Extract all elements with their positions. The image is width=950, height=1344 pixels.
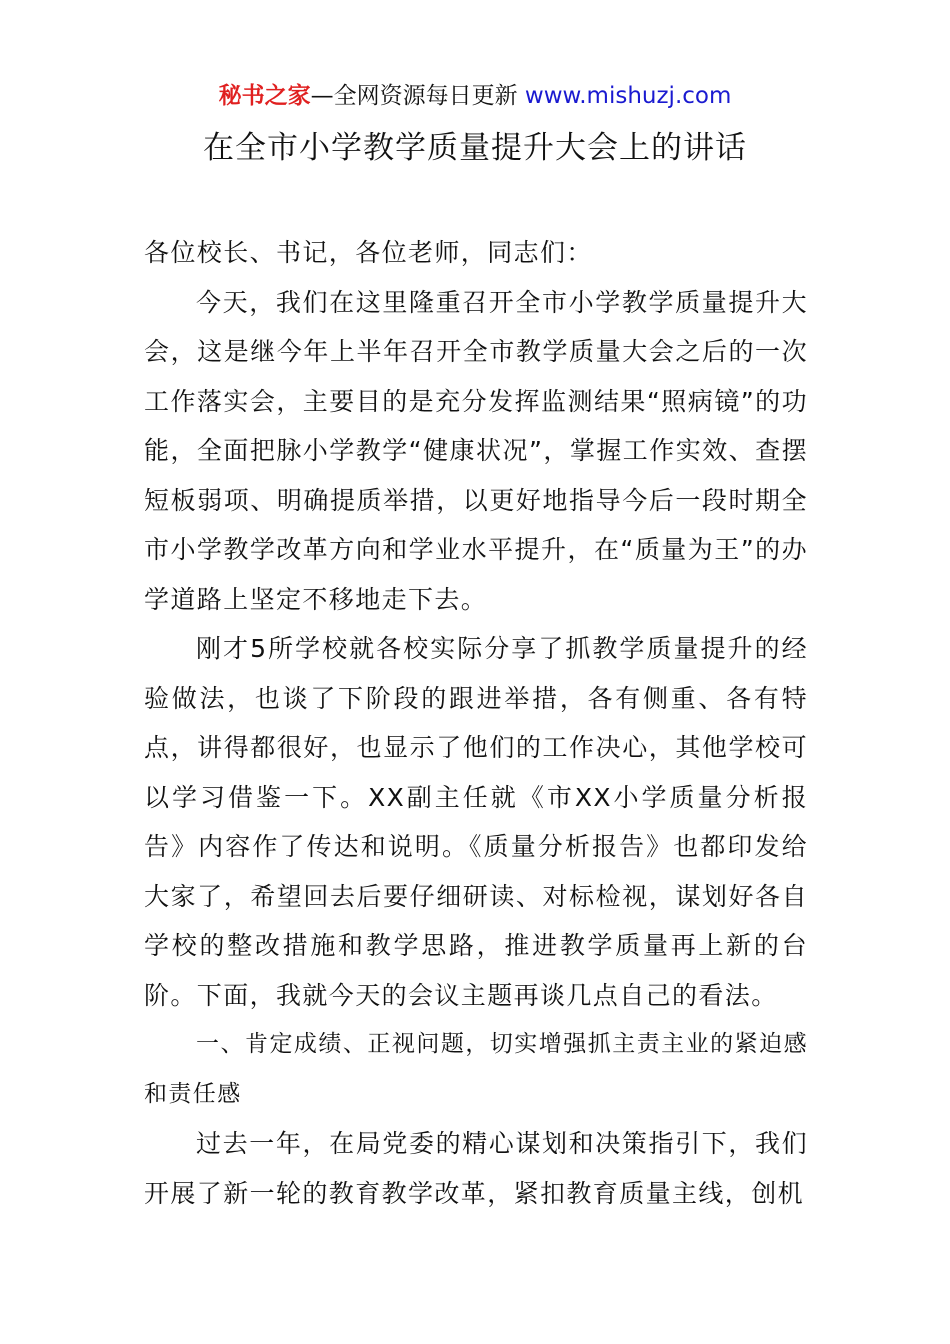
document-body <box>144 228 808 1218</box>
site-header <box>0 80 950 112</box>
body-paragraph: 今天，我们在这里隆重召开全市小学教学质量提升大会，这是继今年上半年召开全市教学质量大会之后的一次工作落实会，主要目的是充分发挥监测结果“照病镜”的功能，全面把脉小学教学“健康状况”，掌握工作实效、查摆短板弱项、明确提质举措，以更好地指导今后一段时期全市小学教学改革方向和学业水平提升，在“质量为王”的办学道路上坚定不移地走下去。 <box>144 287 808 614</box>
body-paragraph: 刚才5所学校就各校实际分享了抓教学质量提升的经验做法，也谈了下阶段的跟进举措，各有侧重、各有特点，讲得都很好，也显示了他们的工作决心，其他学校可以学习借鉴一下。XX副主任就《市XX小学质量分析报告》内容作了传达和说明。《质量分析报告》也都印发给大家了，希望回去后要仔细研读、对标检视，谋划好各自学校的整改措施和教学思路，推进教学质量再上新的台阶。下面，我就今天的会议主题再谈几点自己的看法。 <box>144 634 808 1010</box>
salutation: 各位校长、书记，各位老师，同志们： <box>144 238 593 267</box>
section-heading: 一、肯定成绩、正视问题，切实增强抓主责主业的紧迫感和责任感 <box>144 1031 808 1107</box>
body-paragraph: 过去一年，在局党委的精心谋划和决策指引下，我们开展了新一轮的教育教学改革，紧扣教育质量主线，创机 <box>144 1129 808 1208</box>
header-tagline: —全网资源每日更新 <box>310 83 525 109</box>
site-url-link[interactable]: www.mishuzj.com <box>524 83 732 109</box>
brand-name: 秘书之家 <box>218 83 311 109</box>
document-title: 在全市小学教学质量提升大会上的讲话 <box>203 130 747 166</box>
